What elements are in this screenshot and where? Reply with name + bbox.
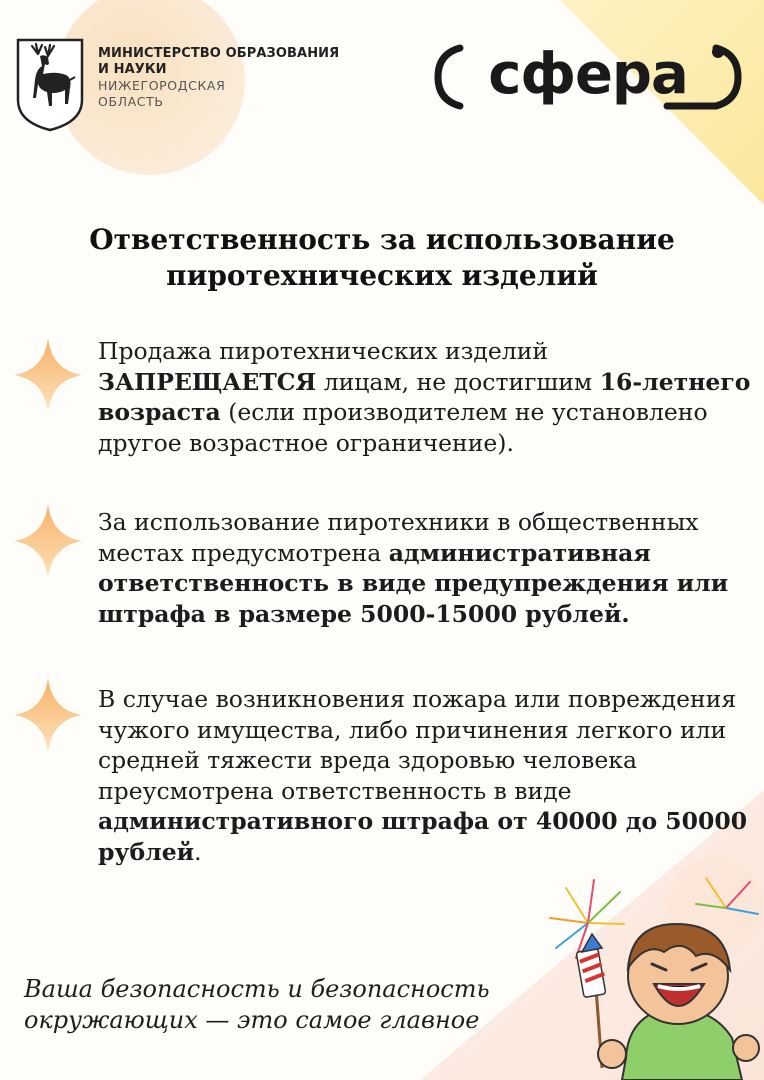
ministry-line-1: МИНИСТЕРСТВО ОБРАЗОВАНИЯ	[98, 46, 340, 61]
rule-text-part: .	[194, 837, 202, 866]
page-title	[40, 222, 724, 294]
title-line-1: Ответственность за использование	[89, 223, 675, 256]
sfera-wordmark: сфера	[488, 42, 688, 107]
rule-item-public-use	[98, 507, 758, 629]
four-point-star-icon	[14, 678, 82, 752]
rule-emphasis: ЗАПРЕЩАЕТСЯ	[98, 367, 317, 396]
region-line-2: ОБЛАСТЬ	[98, 94, 164, 109]
rule-text	[98, 684, 758, 867]
four-point-star-icon	[14, 338, 82, 412]
four-point-star-icon	[14, 504, 82, 578]
rule-text	[98, 507, 758, 629]
footer-line-2: окружающих — это самое главное	[24, 1006, 480, 1034]
sfera-logo	[432, 40, 744, 114]
rule-text	[98, 336, 758, 458]
deer-coat-of-arms-icon	[16, 38, 84, 132]
title-line-2: пиротехнических изделий	[166, 259, 598, 292]
rule-text-part: лицам, не достигшим	[316, 367, 600, 396]
rule-text-part: Продажа пиротехнических изделий	[98, 337, 549, 365]
rule-emphasis: 16-летнего возраста	[98, 367, 751, 426]
boy-with-firework-illustration	[536, 868, 764, 1080]
rule-emphasis: административная ответственность в виде предупреждения или штрафа в размере 5000-15000 рублей.	[98, 538, 729, 628]
footer-slogan	[24, 974, 490, 1036]
rule-text-part: (если производителем не установлено другое возрастное ограничение).	[98, 398, 708, 457]
footer-line-1: Ваша безопасность и безопасность	[24, 975, 490, 1003]
rule-text-part: За использование пиротехники в общественных местах предусмотрена	[98, 508, 699, 567]
ministry-line-2: И НАУКИ	[98, 62, 167, 77]
rule-item-damage-fine	[98, 684, 758, 867]
region-line-1: НИЖЕГОРОДСКАЯ	[98, 78, 226, 93]
rule-emphasis: административного штрафа от 40000 до 50000 рублей	[98, 807, 748, 866]
rule-text-part: В случае возникновения пожара или повреждения чужого имущества, либо причинения легкого или средней тяжести вреда здоровью человека преусмотрена ответственность в виде	[98, 685, 737, 805]
rule-item-sale-ban	[98, 336, 758, 458]
ministry-name	[98, 46, 339, 110]
